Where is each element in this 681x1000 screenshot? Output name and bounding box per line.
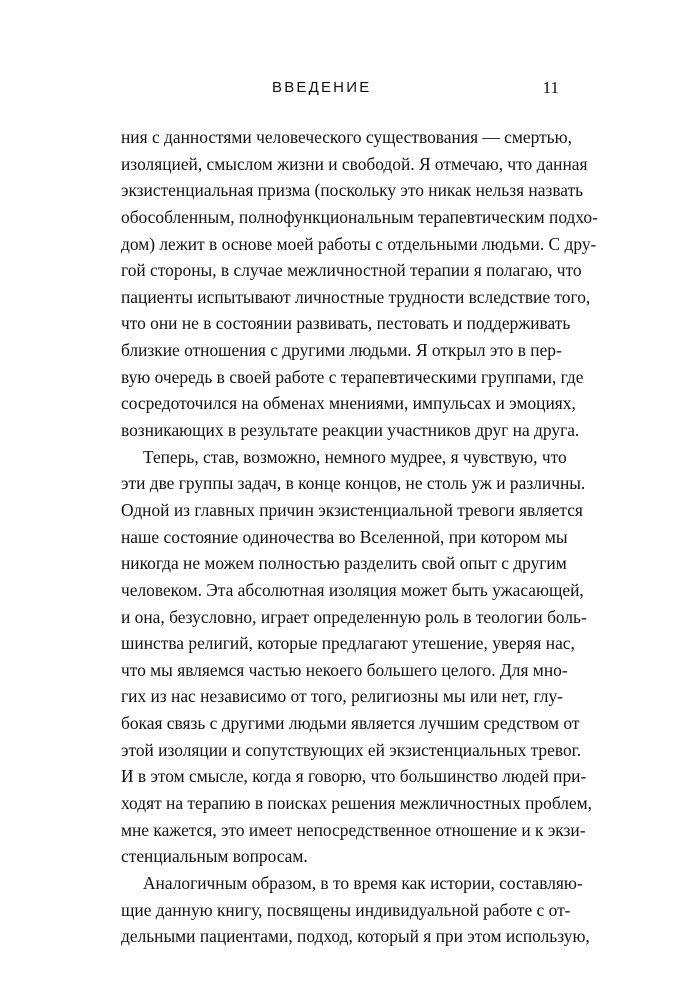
text-line: что они не в состоянии развивать, пестовать и поддерживать xyxy=(121,313,571,334)
text-line: ния с данностями человеческого существования — смертью, xyxy=(121,127,572,147)
paragraph xyxy=(121,444,592,870)
text-line: бокая связь с другими людьми является лучшим средством от xyxy=(121,713,580,734)
text-line: стенциальным вопросам. xyxy=(121,846,308,867)
paragraph xyxy=(121,870,590,950)
text-line: этой изоляции и сопутствующих ей экзистенциальных тревог. xyxy=(121,739,582,760)
text-line: гой стороны, в случае межличностной терапии я полагаю, что xyxy=(121,260,582,281)
body-text xyxy=(121,124,598,950)
text-line: шинства религий, которые предлагают утешение, уверяя нас, xyxy=(121,633,575,654)
text-line: экзистенциальная призма (поскольку это никак нельзя назвать xyxy=(121,180,584,201)
text-line: сосредоточился на обменах мнениями, импульсах и эмоциях, xyxy=(121,393,576,414)
text-line: дельными пациентами, подход, который я при этом использую, xyxy=(121,926,590,947)
text-line: изоляцией, смыслом жизни и свободой. Я отмечаю, что данная xyxy=(121,153,588,174)
text-line: гих из нас независимо от того, религиозны мы или нет, глу- xyxy=(121,686,563,707)
text-line: Теперь, став, возможно, немного мудрее, я чувствую, что xyxy=(143,446,567,467)
text-line: И в этом смысле, когда я говорю, что большинство людей при- xyxy=(121,766,587,787)
running-head xyxy=(0,78,681,102)
text-line: пациенты испытывают личностные трудности вследствие того, xyxy=(121,286,591,307)
section-title: ВВЕДЕНИЕ xyxy=(272,79,372,96)
text-line: эти две группы задач, в конце концов, не столь уж и различны. xyxy=(121,473,586,494)
text-line: никогда не можем полностью разделить свой опыт с другим xyxy=(121,553,567,574)
text-line: Одной из главных причин экзистенциальной тревоги является xyxy=(121,499,583,520)
text-line: щие данную книгу, посвящены индивидуальной работе с от- xyxy=(121,899,571,920)
paragraph xyxy=(121,124,598,444)
text-line: что мы являемся частью некоего большего целого. Для мно- xyxy=(121,659,568,680)
text-line: дом) лежит в основе моей работы с отдельными людьми. С дру- xyxy=(121,233,597,254)
text-line: мне кажется, это имеет непосредственное отношение и к экзи- xyxy=(121,819,586,840)
text-line: человеком. Эта абсолютная изоляция может быть ужасающей, xyxy=(121,579,584,600)
text-line: вую очередь в своей работе с терапевтическими группами, где xyxy=(121,366,584,387)
text-line: наше состояние одиночества во Вселенной, при котором мы xyxy=(121,526,568,547)
text-line: близкие отношения с другими людьми. Я открыл это в пер- xyxy=(121,340,562,361)
text-line: Аналогичным образом, в то время как истории, составляю- xyxy=(143,872,583,893)
text-line: ходят на терапию в поисках решения межличностных проблем, xyxy=(121,793,592,814)
page-number: 11 xyxy=(542,78,559,97)
text-line: обособленным, полнофункциональным терапевтическим подхо- xyxy=(121,206,598,227)
text-line: возникающих в результате реакции участников друг на друга. xyxy=(121,420,580,441)
text-line: и она, безусловно, играет определенную роль в теологии боль- xyxy=(121,606,587,627)
